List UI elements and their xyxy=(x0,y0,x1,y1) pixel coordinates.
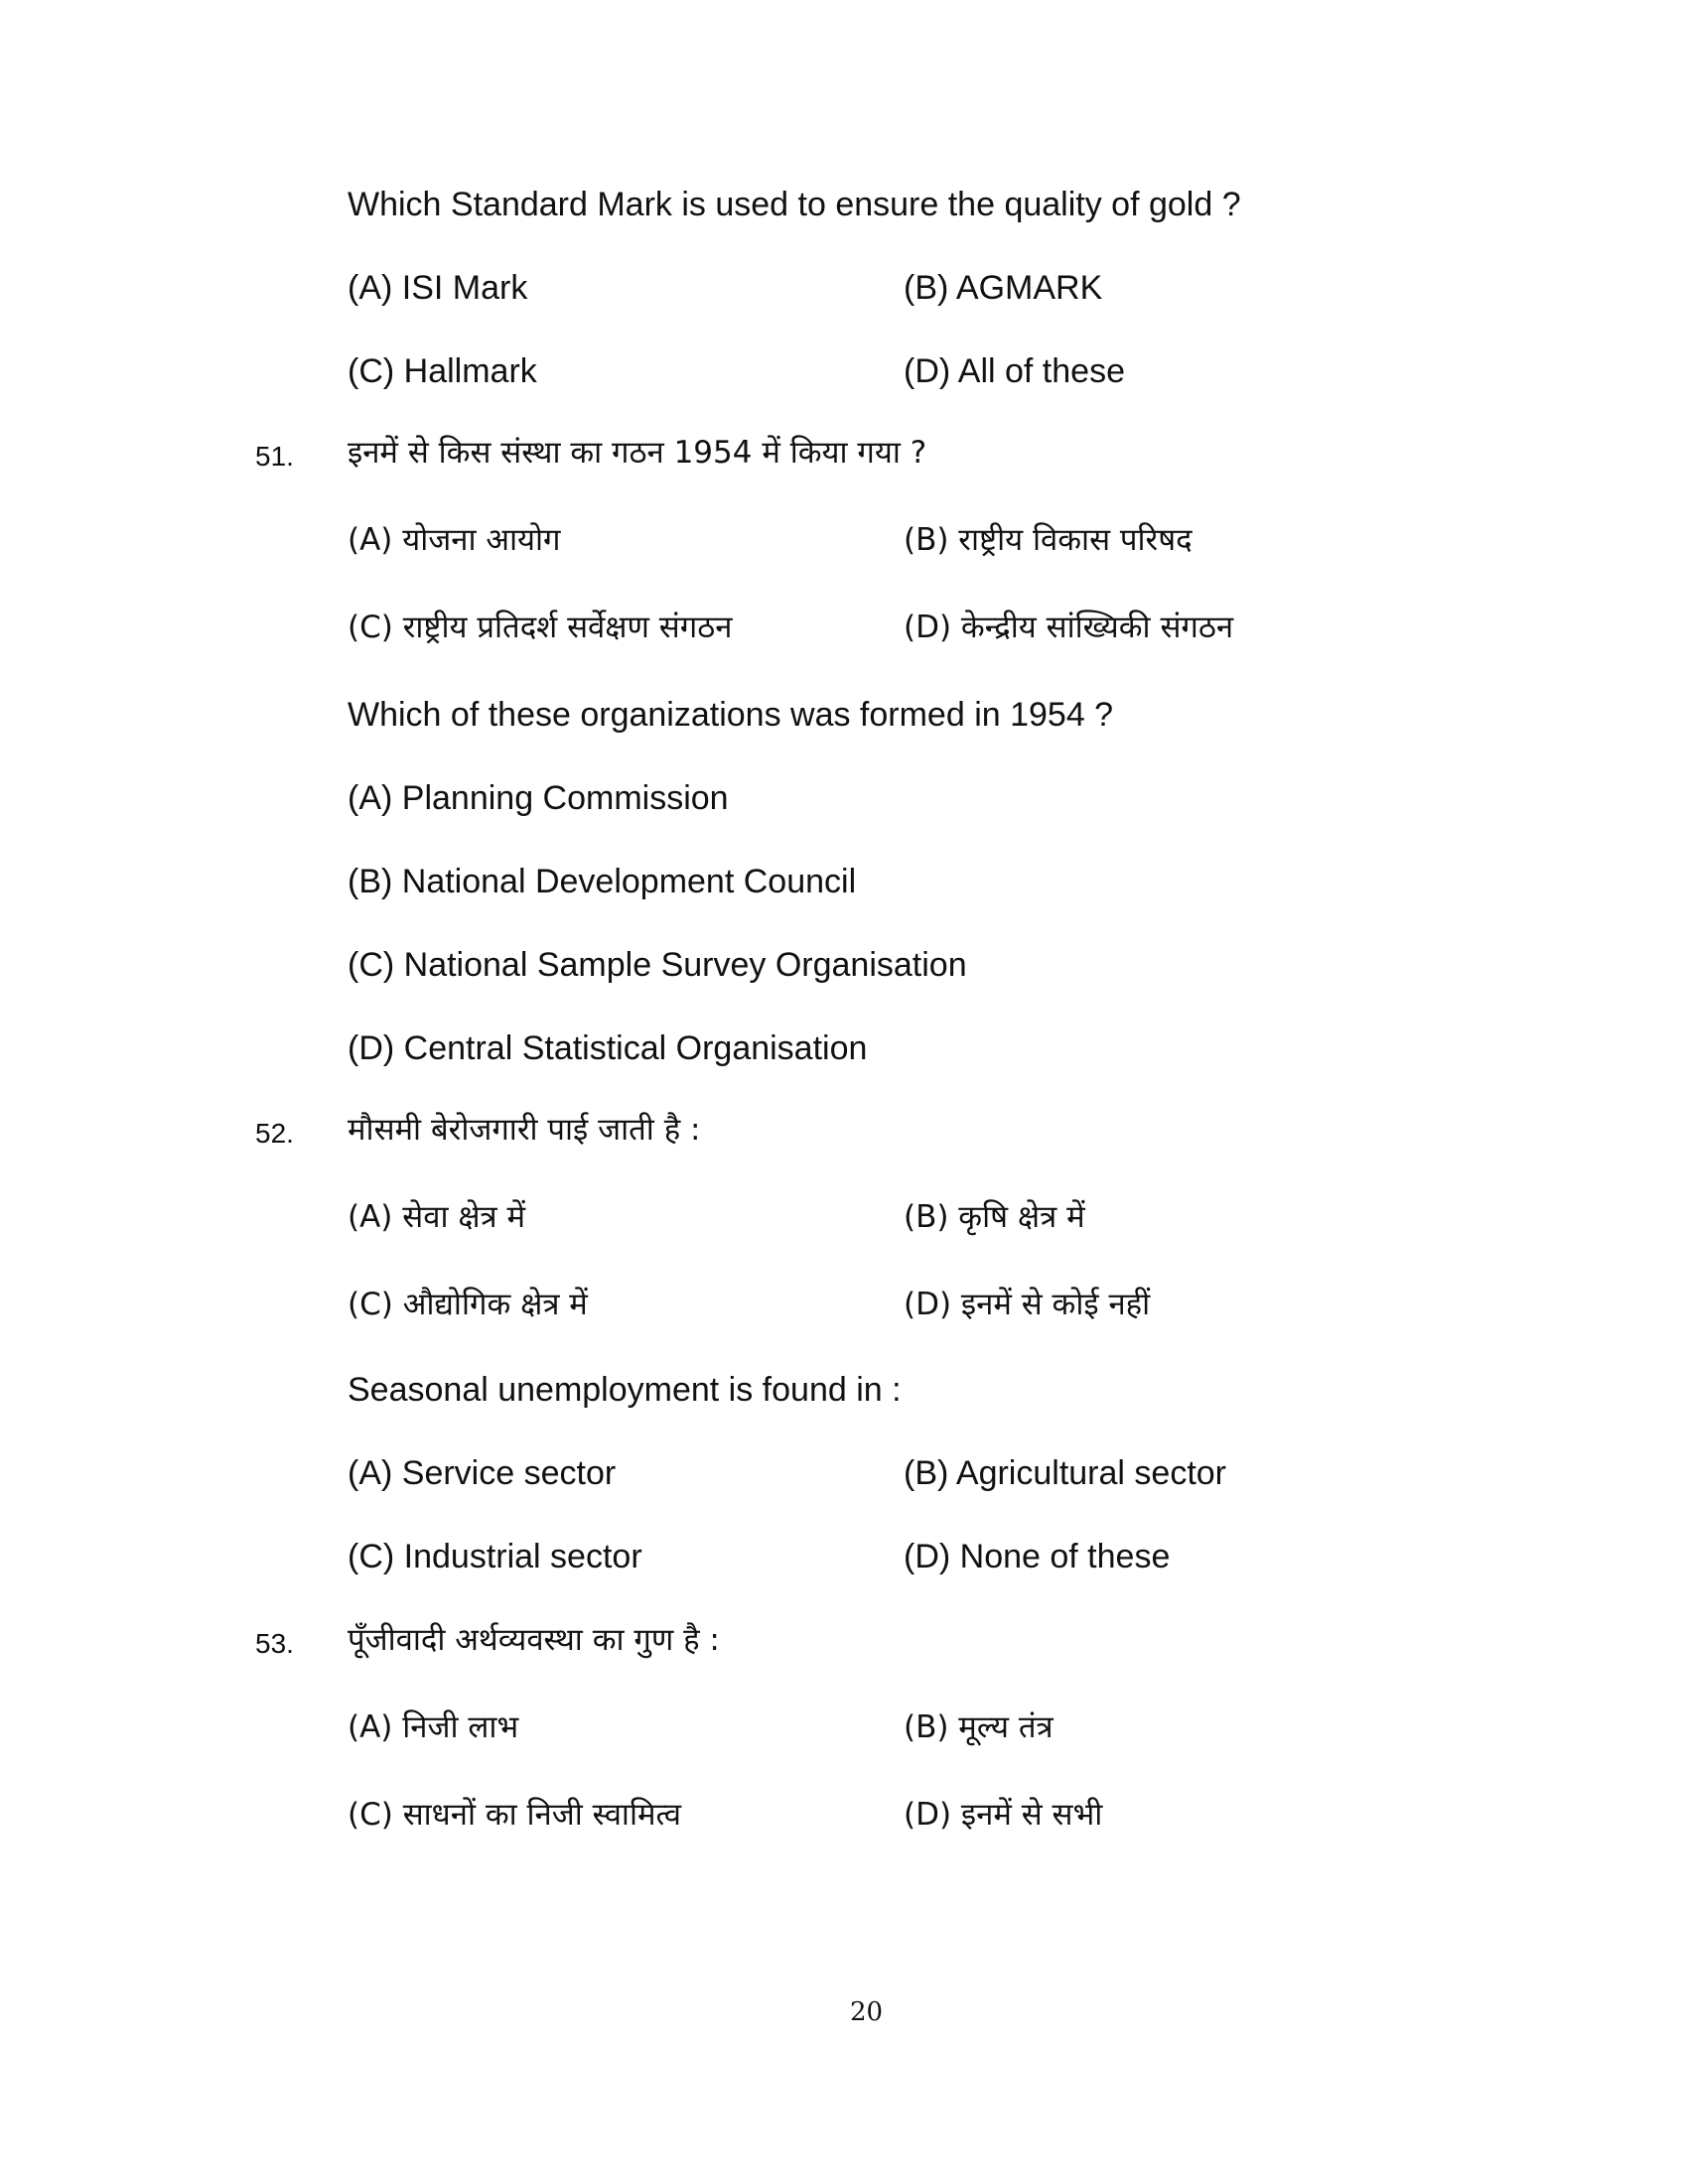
option-d-hindi: (D) इनमें से कोई नहीं xyxy=(904,1287,1151,1322)
option-b-english: (B) National Development Council xyxy=(348,863,857,900)
page-number: 20 xyxy=(849,1997,884,2027)
option-d: (D) All of these xyxy=(904,352,1125,390)
question-number: 51. xyxy=(255,441,294,472)
option-c-english: (C) National Sample Survey Organisation xyxy=(348,946,967,984)
question-number: 53. xyxy=(255,1628,294,1659)
option-b-english: (B) Agricultural sector xyxy=(904,1454,1226,1492)
question-text-hindi: इनमें से किस संस्था का गठन 1954 में किया गया ? xyxy=(348,435,927,471)
option-d-english: (D) Central Statistical Organisation xyxy=(348,1029,868,1067)
question-number: 52. xyxy=(255,1118,294,1149)
option-a-hindi: (A) सेवा क्षेत्र में xyxy=(348,1199,526,1235)
option-c-hindi: (C) साधनों का निजी स्वामित्व xyxy=(348,1797,681,1833)
option-d-hindi: (D) इनमें से सभी xyxy=(904,1797,1103,1833)
question-text-english: Seasonal unemployment is found in : xyxy=(348,1371,902,1409)
option-a-hindi: (A) निजी लाभ xyxy=(348,1709,519,1745)
option-a-hindi: (A) योजना आयोग xyxy=(348,522,561,558)
option-a: (A) ISI Mark xyxy=(348,269,528,307)
option-c-hindi: (C) राष्ट्रीय प्रतिदर्श सर्वेक्षण संगठन xyxy=(348,610,733,645)
question-text-hindi: मौसमी बेरोजगारी पाई जाती है : xyxy=(348,1112,701,1148)
option-b-hindi: (B) राष्ट्रीय विकास परिषद xyxy=(904,522,1193,558)
option-b-hindi: (B) कृषि क्षेत्र में xyxy=(904,1199,1085,1235)
option-c: (C) Hallmark xyxy=(348,352,537,390)
question-text-hindi: पूँजीवादी अर्थव्यवस्था का गुण है : xyxy=(348,1622,720,1658)
option-d-english: (D) None of these xyxy=(904,1538,1171,1575)
option-d-hindi: (D) केन्द्रीय सांख्यिकी संगठन xyxy=(904,610,1234,645)
option-b-hindi: (B) मूल्य तंत्र xyxy=(904,1709,1054,1745)
question-text: Which Standard Mark is used to ensure the quality of gold ? xyxy=(348,186,1241,223)
option-c-english: (C) Industrial sector xyxy=(348,1538,642,1575)
option-a-english: (A) Planning Commission xyxy=(348,779,729,817)
question-text-english: Which of these organizations was formed in 1954 ? xyxy=(348,696,1114,734)
option-a-english: (A) Service sector xyxy=(348,1454,617,1492)
option-b: (B) AGMARK xyxy=(904,269,1103,307)
option-c-hindi: (C) औद्योगिक क्षेत्र में xyxy=(348,1287,588,1322)
